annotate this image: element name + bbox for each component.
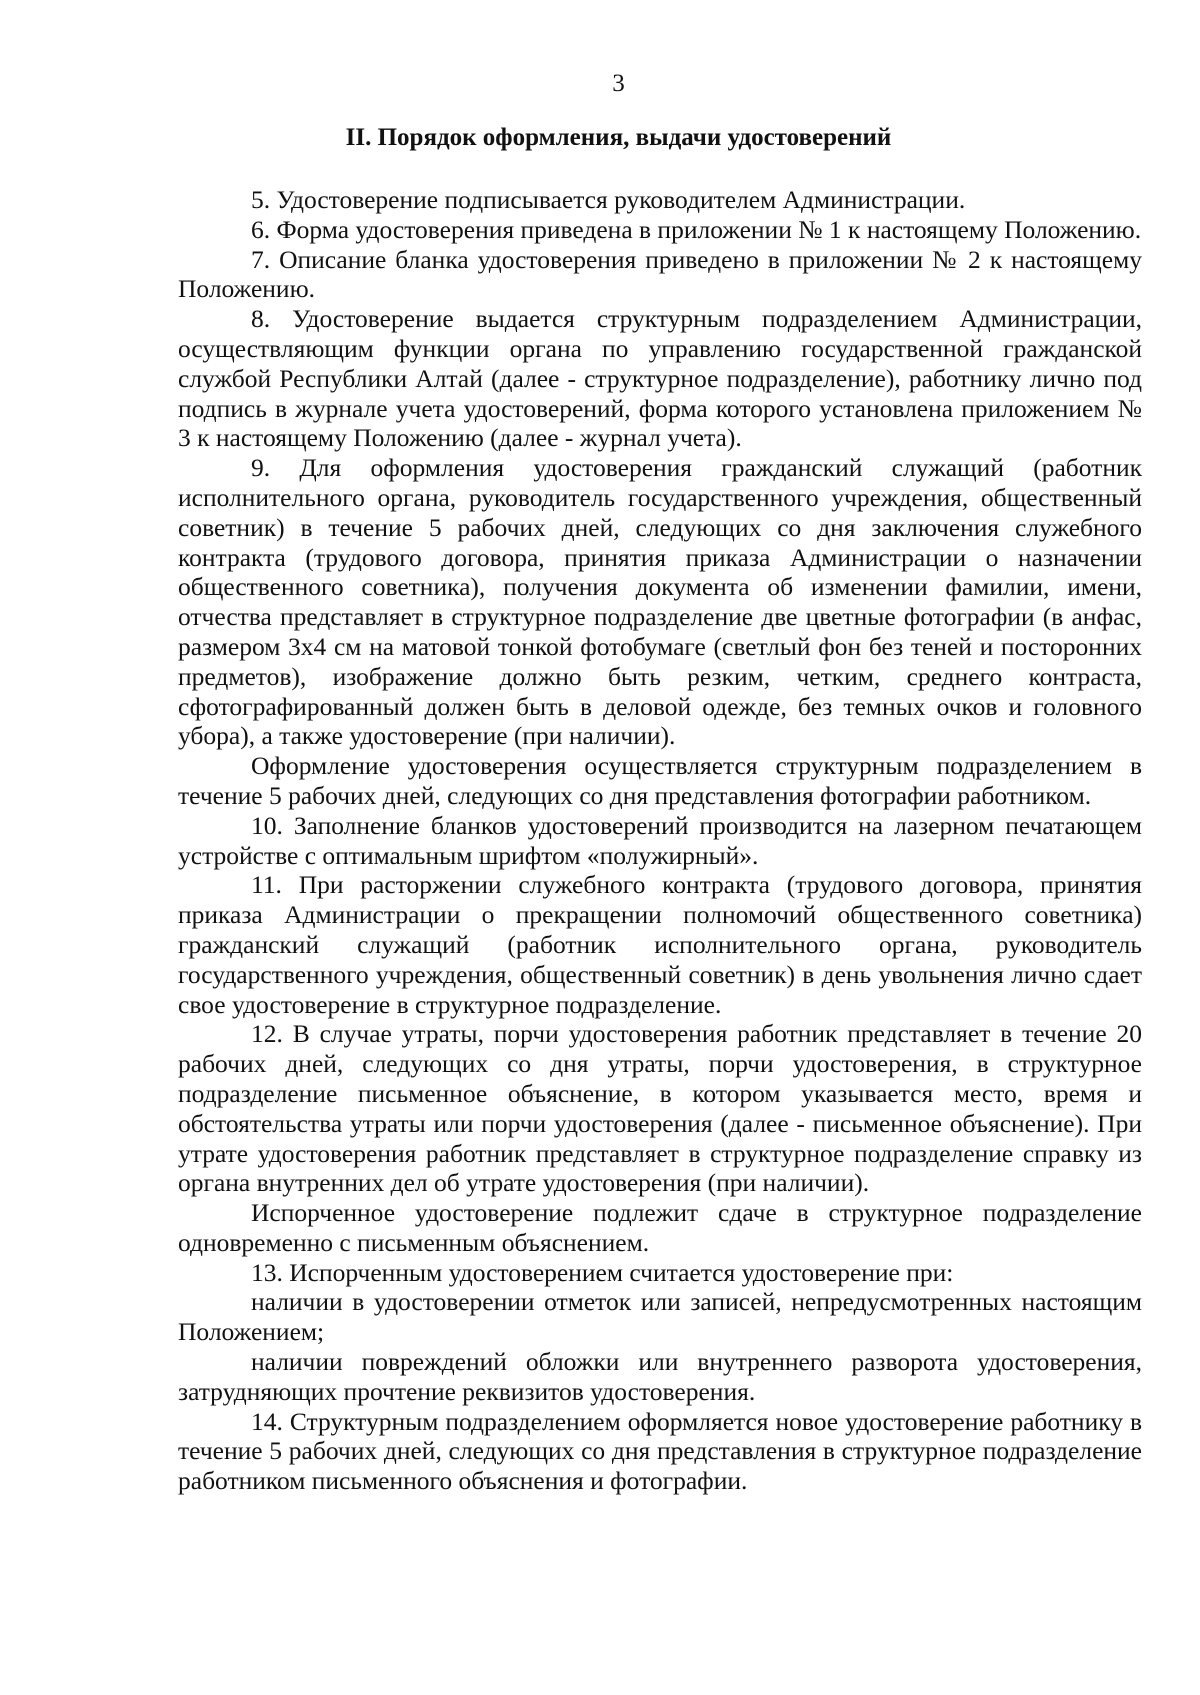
paragraph-6: 6. Форма удостоверения приведена в приложении № 1 к настоящему Положению. bbox=[251, 214, 1142, 244]
paragraph-13: 13. Испорченным удостоверением считается удостоверение при: bbox=[251, 1257, 954, 1287]
paragraph-12-damaged: Испорченное удостоверение подлежит сдаче в структурное подразделение одновременно с письменным объяснением. bbox=[178, 1198, 1142, 1257]
paragraph-13-item-marks: наличии в удостоверении отметок или записей, непредусмотренных настоящим Положением; bbox=[178, 1287, 1142, 1347]
paragraph-14: 14. Структурным подразделением оформляется новое удостоверение работнику в течение 5 рабочих дней, следующих со дня представления в структурное подразделение работником письменного объяснения и фотографии. bbox=[178, 1406, 1142, 1496]
paragraph-9: 9. Для оформления удостоверения гражданский служащий (работник исполнительного органа, руководитель государственного учреждения, общественный советник) в течение 5 рабочих дней, следующих со дня заключения служебного контракта (трудового договора, принятия приказа Администрации о назначении общественного советника), получения документа об изменении фамилии, имени, отчества представляет в структурное подразделение две цветные фотографии (в анфас, размером 3x4 см на матовой тонкой фотобумаге (светлый фон без теней и посторонних предметов), изображение должно быть резким, четким, среднего контраста, сфотографированный должен быть в деловой одежде, без темных очков и головного убора), а также удостоверение (при наличии). bbox=[178, 453, 1142, 751]
paragraph-5: 5. Удостоверение подписывается руководителем Администрации. bbox=[251, 185, 966, 214]
paragraph-7: 7. Описание бланка удостоверения приведено в приложении № 2 к настоящему Положению. bbox=[178, 244, 1142, 304]
section-title: II. Порядок оформления, выдачи удостоверений bbox=[345, 124, 892, 151]
page-number: 3 bbox=[612, 70, 625, 97]
paragraph-13-item-damage: наличии повреждений обложки или внутреннего разворота удостоверения, затрудняющих прочтение реквизитов удостоверения. bbox=[178, 1347, 1142, 1406]
paragraph-10: 10. Заполнение бланков удостоверений производится на лазерном печатающем устройстве с оптимальным шрифтом «полужирный». bbox=[178, 810, 1142, 870]
paragraph-12: 12. В случае утраты, порчи удостоверения работник представляет в течение 20 рабочих дней, следующих со дня утраты, порчи удостоверения, в структурное подразделение письменное объяснение, в котором указывается место, время и обстоятельства утраты или порчи удостоверения (далее - письменное объяснение). При утрате удостоверения работник представляет в структурное подразделение справку из органа внутренних дел об утрате удостоверения (при наличии). bbox=[178, 1019, 1142, 1198]
paragraph-8: 8. Удостоверение выдается структурным подразделением Администрации, осуществляющим функции органа по управлению государственной гражданской службой Республики Алтай (далее - структурное подразделение), работнику лично под подпись в журнале учета удостоверений, форма которого установлена приложением № 3 к настоящему Положению (далее - журнал учета). bbox=[178, 304, 1142, 453]
paragraph-11: 11. При расторжении служебного контракта (трудового договора, принятия приказа Администрации о прекращении полномочий общественного советника) гражданский служащий (работник исполнительного органа, руководитель государственного учреждения, общественный советник) в день увольнения лично сдает свое удостоверение в структурное подразделение. bbox=[178, 870, 1142, 1019]
paragraph-9-processing: Оформление удостоверения осуществляется структурным подразделением в течение 5 рабочих дней, следующих со дня представления фотографии работником. bbox=[178, 751, 1142, 810]
document-body bbox=[178, 185, 1142, 1496]
